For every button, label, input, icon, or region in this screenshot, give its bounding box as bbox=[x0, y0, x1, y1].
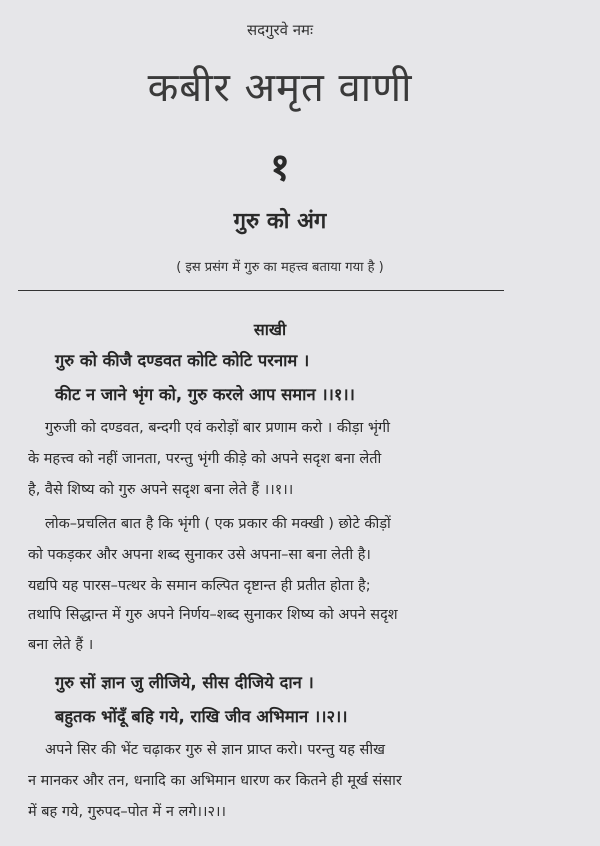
prose-line: यद्यपि यह पारस–पत्थर के समान कल्पित दृष्टान्त ही प्रतीत होता है; bbox=[28, 578, 371, 594]
prose-line: अपने सिर की भेंट चढ़ाकर गुरु से ज्ञान प्राप्त करो। परन्तु यह सीख bbox=[45, 742, 385, 758]
verse-line: गुरु सों ज्ञान जु लीजिये, सीस दीजिये दान । bbox=[55, 673, 314, 692]
verse-line: बहुतक भोंदूँ बहि गये, राखि जीव अभिमान ।।२।। bbox=[55, 707, 348, 726]
verse-line: कीट न जाने भृंग को, गुरु करले आप समान ।।१।। bbox=[55, 385, 355, 404]
divider bbox=[18, 290, 504, 291]
book-title: कबीर अमृत वाणी bbox=[147, 65, 413, 111]
invocation: सदगुरवे नमः bbox=[246, 21, 314, 39]
prose-line: को पकड़कर और अपना शब्द सुनाकर उसे अपना–सा बना लेती है। bbox=[28, 547, 371, 563]
prose-line: तथापि सिद्धान्त में गुरु अपने निर्णय–शब्द सुनाकर शिष्य को अपने सदृश bbox=[28, 607, 398, 623]
prose-line: लोक–प्रचलित बात है कि भृंगी ( एक प्रकार की मक्खी ) छोटे कीड़ों bbox=[45, 516, 391, 532]
prose-line: है, वैसे शिष्य को गुरु अपने सदृश बना लेते हैं ।।१।। bbox=[28, 482, 294, 498]
chapter-note: ( इस प्रसंग में गुरु का महत्त्व बताया गया है ) bbox=[176, 260, 384, 275]
prose-line: बना लेते हैं । bbox=[28, 637, 94, 653]
section-label: साखी bbox=[253, 320, 287, 339]
prose-line: के महत्त्व को नहीं जानता, परन्तु भृंगी कीड़े को अपने सदृश बना लेती bbox=[28, 451, 382, 467]
chapter-number: १ bbox=[270, 145, 290, 189]
verse-line: गुरु को कीजै दण्डवत कोटि कोटि परनाम । bbox=[55, 351, 310, 370]
chapter-title: गुरु को अंग bbox=[233, 209, 327, 234]
prose-line: में बह गये, गुरुपद–पोत में न लगे।।२।। bbox=[28, 804, 226, 820]
prose-line: न मानकर और तन, धनादि का अभिमान धारण कर कितने ही मूर्ख संसार bbox=[28, 773, 402, 789]
prose-line: गुरुजी को दण्डवत, बन्दगी एवं करोड़ों बार प्रणाम करो । कीड़ा भृंगी bbox=[45, 420, 390, 436]
